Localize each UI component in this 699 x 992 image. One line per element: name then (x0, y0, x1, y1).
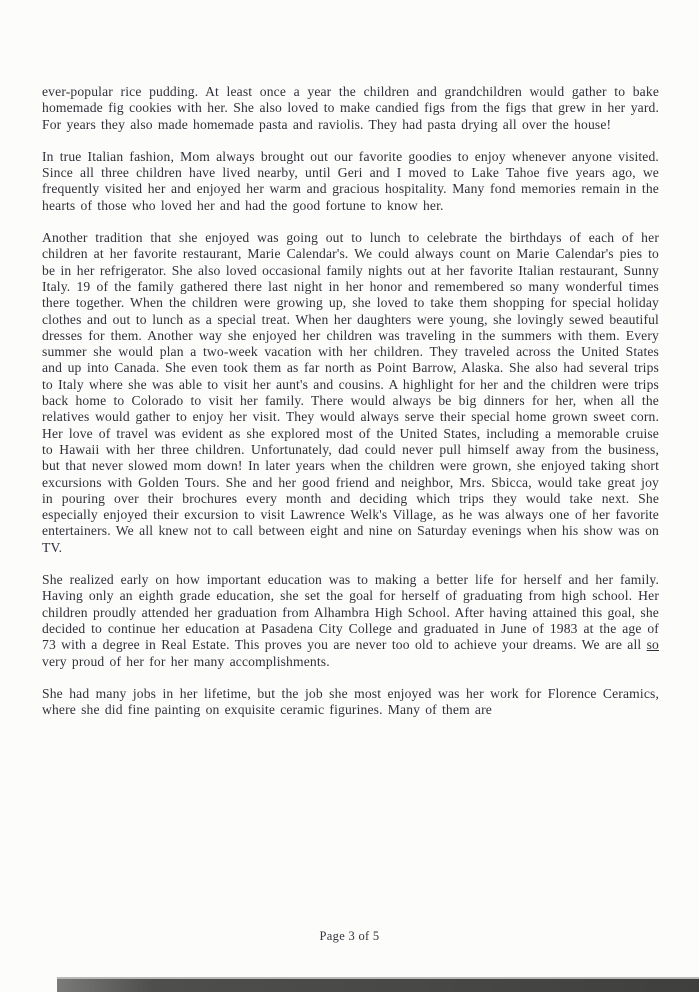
paragraph (42, 686, 659, 719)
page-number: Page 3 of 5 (319, 929, 380, 943)
paragraph-text: Another tradition that she enjoyed was going out to lunch to celebrate the birthdays of each of her children at her favorite restaurant, Marie Calendar's. We could always count on Marie Calendar's pies to be in her refrigerator. She also loved occasional family nights out at her favorite Italian restaurant, Sunny Italy. 19 of the family gathered there last night in her honor and remembered so many wonderful times there together. When the children were growing up, she loved to take them shopping for special holiday clothes and out to lunch as a special treat. When her daughters were young, she lovingly sewed beautiful dresses for them. Another way she enjoyed her children was traveling in the summers with them. Every summer she would plan a two-week vacation with her children. They traveled across the United States and up into Canada. She even took them as far north as Point Barrow, Alaska. She also had several trips to Italy where she was able to visit her aunt's and cousins. A highlight for her and the children were trips back home to Colorado to visit her family. There would always be big dinners for her, when all the relatives would gather to enjoy her visit. They would always serve their special home grown sweet corn. Her love of travel was evident as she explored most of the United States, including a memorable cruise to Hawaii with her three children. Unfortunately, dad could never pull himself away from the business, but that never slowed mom down! In later years when the children were grown, she enjoyed taking short excursions with Golden Tours. She and her good friend and neighbor, Mrs. Sbicca, would take great joy in pouring over their brochures every month and deciding which trips they would take next. She especially enjoyed their excursion to visit Lawrence Welk's Village, as he was always one of her favorite entertainers. We all knew not to call between eight and nine on Saturday evenings when his show was on TV. (42, 230, 659, 555)
paragraph-text: She had many jobs in her lifetime, but the job she most enjoyed was her work for Florence Ceramics, where she did fine painting on exquisite ceramic figurines. Many of them are (42, 685, 659, 718)
paragraph (42, 572, 659, 670)
paragraph-text: very proud of her for her many accomplishments. (42, 653, 330, 669)
paragraph (42, 84, 659, 133)
paragraph (42, 230, 659, 556)
scan-artifact-bottom-edge (57, 979, 699, 992)
document-body (42, 84, 659, 734)
paragraph (42, 149, 659, 214)
paragraph-text: In true Italian fashion, Mom always brought out our favorite goodies to enjoy whenever anyone visited. Since all three children have lived nearby, until Geri and I moved to Lake Tahoe five years ago, we frequently visited her and enjoyed her warm and gracious hospitality. Many fond memories remain in the hearts of those who loved her and had the good fortune to know her. (42, 148, 659, 213)
paragraph-text: ever-popular rice pudding. At least once a year the children and grandchildren would gather to bake homemade fig cookies with her. She also loved to make candied figs from the figs that grew in her yard. For years they also made homemade pasta and raviolis. They had pasta drying all over the house! (42, 84, 659, 132)
underlined-text: so (646, 637, 659, 653)
paragraph-text: She realized early on how important education was to making a better life for herself and her family. Having only an eighth grade education, she set the goal for herself of graduating from high school. Her children proudly attended her graduation from Alhambra High School. After having attained this goal, she decided to continue her education at Pasadena City College and graduated in June of 1983 at the age of 73 with a degree in Real Estate. This proves you are never too old to achieve your dreams. We are all (42, 572, 659, 653)
